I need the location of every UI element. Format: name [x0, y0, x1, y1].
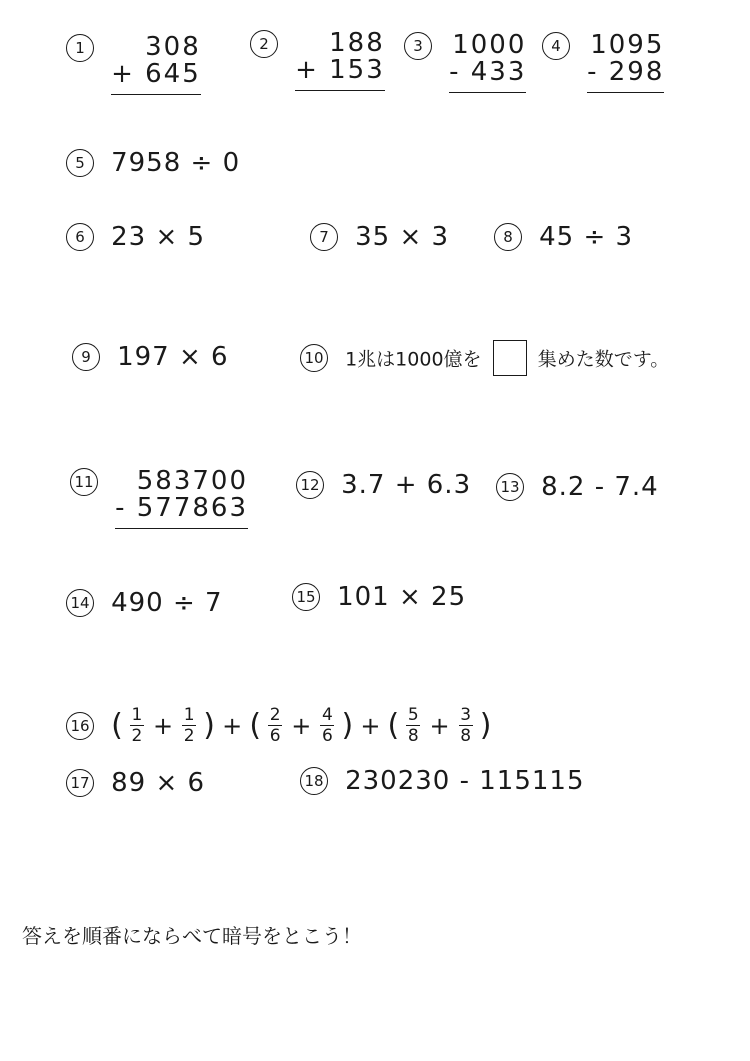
top-operand: 308 — [145, 32, 201, 62]
problem-number: 14 — [66, 589, 94, 617]
problem-number: 5 — [66, 149, 94, 177]
expression: 35 × 3 — [355, 222, 450, 252]
expression: 45 ÷ 3 — [539, 222, 634, 252]
expression: 8.2 - 7.4 — [541, 472, 659, 502]
problem-13 — [496, 472, 659, 502]
problem-number: 3 — [404, 32, 432, 60]
problem-15 — [292, 582, 466, 612]
fraction: $\frac{1}{2}$ — [183, 705, 195, 746]
problem-2 — [250, 30, 385, 91]
vertical-calculation — [449, 32, 526, 93]
top-operand: 583700 — [136, 466, 248, 496]
bottom-operand: - 433 — [449, 57, 527, 87]
problem-17 — [66, 768, 205, 798]
problem-number: 9 — [72, 343, 100, 371]
problem-1 — [66, 34, 201, 95]
vertical-calculation — [587, 32, 664, 93]
bottom-operand: + 645 — [111, 59, 201, 89]
problem-number: 16 — [66, 712, 94, 740]
statement-before: 1兆は1000億を — [345, 348, 482, 371]
expression: 3.7 + 6.3 — [341, 470, 472, 500]
fraction: $\frac{5}{8}$ — [407, 705, 419, 746]
problem-number: 17 — [66, 769, 94, 797]
answer-box[interactable] — [493, 340, 527, 376]
answer-line — [111, 94, 201, 95]
problem-7 — [310, 222, 449, 252]
problem-14 — [66, 588, 223, 618]
problem-11 — [70, 468, 248, 529]
problem-number: 13 — [496, 473, 524, 501]
problem-9 — [72, 342, 229, 372]
problem-number: 2 — [250, 30, 278, 58]
answer-line — [587, 92, 664, 93]
vertical-calculation — [295, 30, 385, 91]
problem-16: 16 ( $\frac{1}{2}$ + $\frac{1}{2}$ ) + ( $\frac{2}{6}$ + $\frac{4}{6}$ ) + ( $\frac{5}{8}$ + $\frac{3}{8}$ ) — [66, 706, 491, 745]
fraction: $\frac{3}{8}$ — [460, 705, 472, 746]
problem-6 — [66, 222, 205, 252]
problem-number: 7 — [310, 223, 338, 251]
instruction-text: 答えを順番にならべて暗号をとこう！ — [22, 924, 362, 948]
bottom-operand: + 153 — [295, 55, 385, 85]
answer-line — [295, 90, 385, 91]
problem-10 — [300, 340, 669, 376]
problem-4 — [542, 32, 664, 93]
top-operand: 1000 — [452, 30, 527, 60]
expression: 490 ÷ 7 — [111, 588, 223, 618]
fraction: $\frac{2}{6}$ — [269, 705, 281, 746]
expression: 23 × 5 — [111, 222, 206, 252]
bottom-operand: - 577863 — [115, 493, 248, 523]
fraction: $\frac{4}{6}$ — [322, 705, 333, 746]
problem-number: 8 — [494, 223, 522, 251]
expression: 230230 - 115115 — [345, 766, 585, 796]
problem-number: 11 — [70, 468, 98, 496]
vertical-calculation — [115, 468, 248, 529]
problem-18 — [300, 766, 585, 796]
expression: 89 × 6 — [111, 768, 206, 798]
statement-after: 集めた数です。 — [537, 348, 670, 371]
problem-3 — [404, 32, 526, 93]
vertical-calculation — [111, 34, 201, 95]
problem-number: 1 — [66, 34, 94, 62]
problem-number: 6 — [66, 223, 94, 251]
fraction: $\frac{1}{2}$ — [131, 705, 143, 746]
problem-number: 15 — [292, 583, 320, 611]
problem-number: 12 — [296, 471, 324, 499]
bottom-operand: - 298 — [587, 57, 665, 87]
answer-line — [449, 92, 526, 93]
expression: 7958 ÷ 0 — [111, 148, 241, 178]
answer-line — [115, 528, 248, 529]
top-operand: 1095 — [590, 30, 665, 60]
expression: 197 × 6 — [117, 342, 229, 372]
problem-number: 10 — [300, 344, 328, 372]
problem-number: 18 — [300, 767, 328, 795]
problem-12 — [296, 470, 471, 500]
problem-8 — [494, 222, 633, 252]
expression: 101 × 25 — [337, 582, 467, 612]
problem-5 — [66, 148, 240, 178]
problem-number: 4 — [542, 32, 570, 60]
top-operand: 188 — [329, 28, 385, 58]
